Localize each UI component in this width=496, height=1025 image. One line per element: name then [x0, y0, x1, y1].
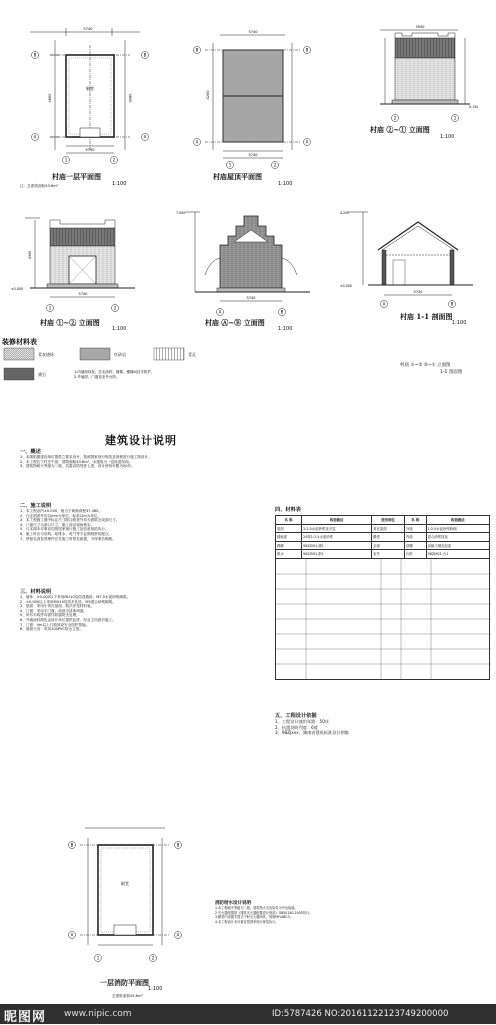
- spec-s1-line-3: 3、建筑物耐火等级为二级，抗震设防烈度七度，设计使用年限为50年。: [20, 464, 135, 469]
- materials-title: 装修材料表: [2, 338, 37, 346]
- spec-s2-head: 二、施工说明: [20, 503, 52, 509]
- spec-s3-line-8: 8、屋面天沟：采用100PVC排水立管。: [20, 627, 83, 632]
- plan1-dim-bottom: 5740: [85, 148, 95, 152]
- roof-plan-drawing: [175, 25, 325, 170]
- fire-plan-title: 一层消防平面图: [100, 978, 149, 987]
- svg-text:1: 1: [228, 162, 232, 168]
- plan1-dim-top: 5740: [83, 27, 93, 31]
- section-scale: 1:100: [452, 320, 467, 326]
- spec-s2-line-1: 1、本工程室内±0.000，相当于黄海高程37.360。: [20, 509, 103, 513]
- spec-section-1: [20, 448, 255, 469]
- svg-text:B: B: [176, 842, 180, 848]
- svg-text:B: B: [450, 301, 454, 307]
- spec-s3-line-5: 5、所有木构件均需作防腐防虫处理。: [20, 613, 80, 618]
- svg-text:1: 1: [453, 115, 457, 121]
- fire-plan-note: 总建筑面积43.6m²: [112, 994, 143, 998]
- section-drawing: [338, 200, 493, 310]
- svg-text:2: 2: [273, 162, 277, 168]
- side-elev-scale: 1:100: [440, 134, 455, 140]
- plan1-dim-left: 4800: [48, 93, 52, 103]
- material-swatch-1: [4, 348, 34, 360]
- svg-text:A: A: [176, 932, 180, 938]
- spec-s3-line-4: 4、门窗：采用木门窗，油漆为清漆两道。: [20, 608, 87, 613]
- table-row: 踢脚 98ZJ001-踢1 全部 顶棚 刮腻子刷乳胶漆: [276, 541, 490, 550]
- material-col-1: 名 称: [276, 516, 302, 525]
- fire-desc-line-1: 1.本工程耐火等级为二级，建筑物火灾危险性为中危险级。: [215, 906, 298, 910]
- spec-section-4: [275, 506, 490, 680]
- spec-s4-head: 四、材料表: [275, 507, 301, 513]
- spec-s2-line-4: 4、门窗尺寸为洞口尺寸，施工前应现场核实。: [20, 522, 95, 527]
- spec-section-3: [20, 588, 255, 632]
- section-level-top: 4.200: [340, 211, 350, 215]
- spec-s3-line-7: 7、门窗：4m以上门窗须设安全防护措施。: [20, 622, 90, 627]
- footer-logo: 昵图网: [4, 1010, 47, 1025]
- svg-text:B: B: [195, 47, 199, 53]
- table-row: 散水 98ZJ901-散1 室外 台阶 98ZJ901-台1: [276, 550, 490, 559]
- svg-text:1: 1: [48, 305, 52, 311]
- spec-s5-line-1: 1、工程设计使用年限：50年: [275, 719, 330, 724]
- material-col-2: 构造做法: [302, 516, 372, 525]
- ab-elev-scale: 1:100: [278, 326, 293, 332]
- front-dim-bottom: 5740: [78, 292, 88, 296]
- spec-s3-line-2: 2、±0.000以上采用MU10烧结多孔砖，M5混合砂浆砌筑。: [20, 599, 116, 604]
- spec-s1-head: 一、概述: [20, 449, 41, 455]
- material-label-4: 黛石: [38, 372, 46, 377]
- svg-text:2: 2: [393, 115, 397, 121]
- material-swatch-3: [154, 348, 184, 360]
- svg-text:2: 2: [113, 305, 117, 311]
- spec-s5-line-3: 3、98ZJxxx，湖南省建筑标准设计图集: [275, 730, 349, 735]
- roof-dim-bottom: 5740: [248, 153, 258, 157]
- material-swatch-4: [4, 368, 34, 380]
- plan1-scale: 1:100: [112, 181, 127, 187]
- svg-text:A: A: [33, 134, 37, 140]
- spec-s1-line-2: 2、本工程位于村庄中部，建筑面积43.6m²，本建筑为一层砖混结构。: [20, 459, 133, 464]
- fire-desc: [215, 900, 405, 924]
- spec-s2-line-7: 7、预留孔洞及预埋件应在施工时预先留置，不得事后剔凿。: [20, 536, 116, 541]
- svg-text:1: 1: [64, 157, 68, 163]
- spec-s2-line-6: 6、施工时应与结构、给排水、电气等专业图纸密切配合。: [20, 531, 113, 536]
- ab-elev-title: 村庙 Ⓐ~Ⓑ 立面图: [205, 318, 265, 327]
- ab-dim-bottom: 5740: [246, 296, 256, 300]
- plan1-dim-right: 3800: [128, 93, 132, 103]
- front-elev-title: 村庙 ①~② 立面图: [40, 318, 100, 327]
- front-elev-scale: 1:100: [112, 326, 127, 332]
- svg-text:A: A: [305, 139, 309, 145]
- extra-ref-2: 1-1 剖面图: [440, 370, 463, 375]
- material-label-2: 红砂岩: [114, 352, 126, 357]
- fire-desc-line-2: 2.灭火器配置按《建筑灭火器配置设计规范》GB50140-2005执行。: [215, 910, 313, 915]
- svg-text:B: B: [280, 309, 284, 315]
- material-table: [275, 515, 490, 559]
- front-dim-height: 4300: [28, 250, 32, 260]
- plan1-room-label: 殿堂: [86, 86, 94, 91]
- material-col-5: 构造做法: [426, 516, 489, 525]
- svg-text:A: A: [195, 139, 199, 145]
- material-label-1: 青灰烧砖: [38, 352, 54, 357]
- svg-text:1: 1: [96, 955, 100, 961]
- footer-id: ID:5787426 NO:20161122123749200000: [272, 1009, 449, 1019]
- spec-s3-line-1: 1、墙体：±0.000以下采用MU10烧结普通砖，M7.5水泥砂浆砌筑。: [20, 595, 131, 599]
- fire-desc-line-3: 3.殿堂内设置手提式干粉灭火器两具，规格MF/ABC3。: [215, 915, 293, 920]
- material-note-1: 1.内墙面抹灰、拉毛涂料、楼梯、楼梯间扶手防护、: [74, 370, 155, 374]
- spec-s5-line-2: 2、抗震设防烈度：6度: [275, 724, 319, 730]
- front-level: ±0.000: [11, 287, 23, 291]
- elevation-side-drawing: [340, 20, 490, 135]
- roof-dim-top: 5740: [248, 30, 258, 34]
- table-row: 楼地面 20厚1:2.5水泥砂浆 殿堂 内墙 混合砂浆抹灰: [276, 533, 490, 542]
- fire-room-label: 殿堂: [121, 881, 129, 886]
- spec-s1-line-1: 1、本图根据建设单位提供之要求设计，按照国家现行规范及规程进行施工图设计。: [20, 455, 152, 459]
- fire-desc-line-4: 4.本工程设计未尽事宜按国家现行规范执行。: [215, 919, 279, 924]
- material-swatch-2: [80, 348, 110, 360]
- svg-text:A: A: [382, 301, 386, 307]
- material-table-header: [276, 516, 490, 525]
- spec-section-5: [275, 712, 490, 736]
- side-elev-title: 村庙 ②~① 立面图: [370, 125, 430, 134]
- material-col-4: 名 称: [404, 516, 426, 525]
- material-col-3: 使用部位: [372, 516, 405, 525]
- extra-ref-1: 村庙 ①~② ②~① 立面图: [400, 363, 451, 368]
- svg-text:B: B: [70, 842, 74, 848]
- spec-s2-line-5: 5、凡本图未尽事宜均按国家现行施工及验收规范执行。: [20, 527, 109, 532]
- material-table-body-extra: [275, 559, 490, 680]
- svg-text:2: 2: [151, 955, 155, 961]
- plan1-drawing: [10, 20, 160, 170]
- svg-text:A: A: [70, 932, 74, 938]
- elevation-ab-drawing: [170, 200, 330, 325]
- footer-url[interactable]: www.nipic.com: [64, 1009, 132, 1019]
- material-label-3: 青瓦: [188, 352, 196, 357]
- section-level: ±0.000: [340, 284, 352, 288]
- spec-s5-head: 五、工程设计依据: [275, 713, 317, 719]
- spec-section-2: [20, 502, 255, 541]
- footer-bar: [0, 1004, 496, 1024]
- table-row: 屋面 1:2.5水泥砂浆找平层 青瓦屋面 外墙 1:2.5水泥砂浆粉刷: [276, 524, 490, 533]
- elevation-front-drawing: [5, 200, 155, 320]
- roof-title: 村庙屋顶平面图: [213, 172, 262, 181]
- side-level: -0.150: [468, 105, 479, 109]
- spec-s3-head: 三、材料说明: [20, 589, 52, 595]
- spec-s2-line-3: 3、本工程施工图中标注尺寸除注明者外均为建筑完成面尺寸。: [20, 518, 120, 523]
- material-note-2: 2.外墙面、门窗及室外台阶。: [74, 375, 120, 379]
- svg-text:B: B: [143, 52, 147, 58]
- svg-text:B: B: [33, 52, 37, 58]
- materials-legend: [2, 346, 232, 388]
- section-title: 村庙 1-1 剖面图: [400, 312, 453, 321]
- roof-scale: 1:100: [278, 181, 293, 187]
- spec-title: 建筑设计说明: [105, 434, 177, 447]
- ab-level-top: 7.000: [176, 211, 186, 215]
- plan1-title: 村庙一层平面图: [52, 172, 101, 181]
- spec-s2-line-2: 2、凡注明者外均以mm为单位，标高以m为单位。: [20, 513, 102, 518]
- spec-s3-line-3: 3、屋面：采用小青瓦屋面，做法详见材料表。: [20, 604, 95, 609]
- fire-plan-scale: 1:100: [148, 986, 163, 992]
- section-dim-bottom: 5740: [413, 290, 423, 294]
- svg-text:A: A: [218, 309, 222, 315]
- fire-desc-title: 消防给水设计说明: [215, 901, 251, 906]
- roof-dim-left: 4200: [206, 90, 210, 100]
- svg-text:B: B: [305, 47, 309, 53]
- side-dim-top: 3940: [415, 25, 425, 29]
- plan1-note: 注：总建筑面积43.6m²: [20, 184, 59, 188]
- svg-text:A: A: [143, 134, 147, 140]
- fire-plan-drawing: [50, 820, 200, 970]
- svg-text:2: 2: [112, 157, 116, 163]
- spec-s3-line-6: 6、外墙涂料颜色由设计单位提供色样，经业主同意后施工。: [20, 617, 116, 622]
